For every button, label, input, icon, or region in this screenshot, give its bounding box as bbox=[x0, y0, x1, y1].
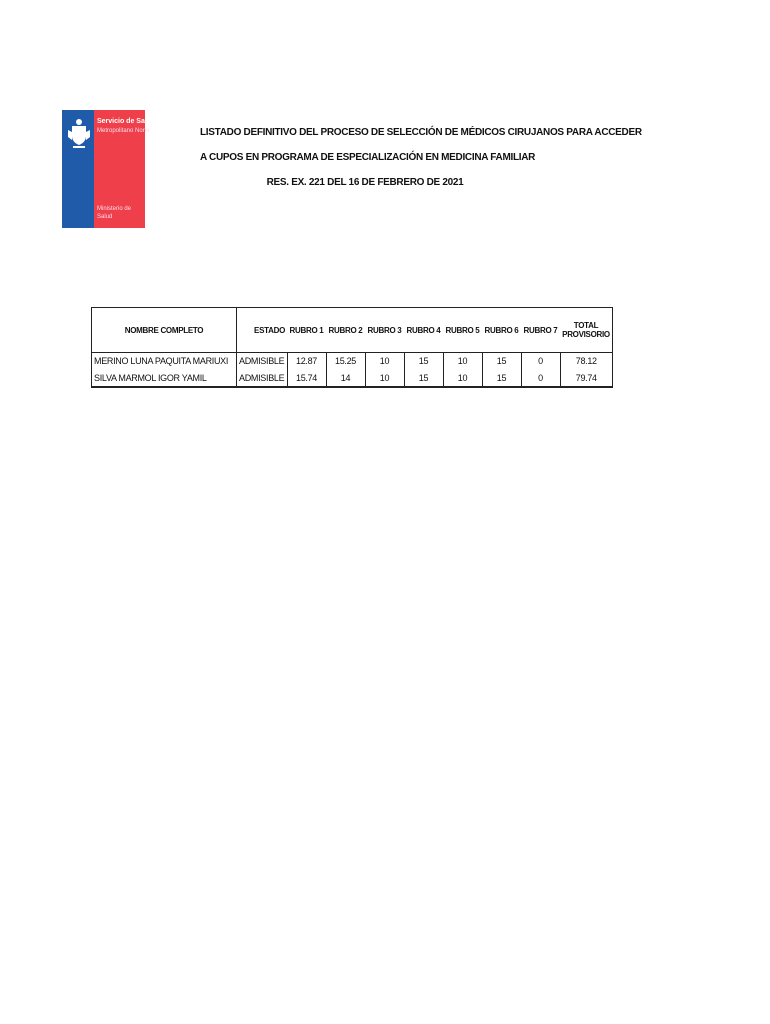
cell-rubro6: 15 bbox=[482, 353, 521, 370]
logo-title: Servicio de Salud bbox=[97, 118, 156, 125]
cell-estado: ADMISIBLE bbox=[237, 370, 288, 387]
logo-subtitle: Metropolitano Norte bbox=[97, 128, 150, 134]
cell-rubro7: 0 bbox=[521, 353, 560, 370]
logo-red-band bbox=[94, 110, 156, 228]
header-rubro2: RUBRO 2 bbox=[328, 325, 363, 335]
heading-line-2: A CUPOS EN PROGRAMA DE ESPECIALIZACIÓN EN MEDICINA FAMILIAR bbox=[200, 152, 536, 163]
cell-rubro5: 10 bbox=[443, 370, 482, 387]
table-row bbox=[92, 370, 613, 387]
cell-total: 79.74 bbox=[560, 370, 613, 387]
cell-rubro2: 15.25 bbox=[326, 353, 365, 370]
header-rubro3: RUBRO 3 bbox=[367, 325, 402, 335]
cell-rubro2: 14 bbox=[326, 370, 365, 387]
cell-rubro1: 12.87 bbox=[287, 353, 326, 370]
header-rubro4: RUBRO 4 bbox=[406, 325, 441, 335]
cell-rubro4: 15 bbox=[404, 353, 443, 370]
cell-rubro1: 15.74 bbox=[287, 370, 326, 387]
ministry-logo bbox=[62, 110, 156, 228]
cell-nombre: MERINO LUNA PAQUITA MARIUXI bbox=[92, 353, 237, 370]
document-heading bbox=[200, 120, 642, 195]
header-estado: ESTADO bbox=[254, 325, 285, 335]
header-rubro6: RUBRO 6 bbox=[484, 325, 519, 335]
cell-rubro6: 15 bbox=[482, 370, 521, 387]
logo-ministry: Ministerio de Salud bbox=[97, 206, 132, 220]
logo-blue-band bbox=[62, 110, 94, 228]
header-rubro7: RUBRO 7 bbox=[523, 325, 558, 335]
header-rubro5: RUBRO 5 bbox=[445, 325, 480, 335]
header-total-line1: TOTAL bbox=[573, 321, 599, 330]
table-header-row bbox=[92, 308, 613, 353]
header-nombre: NOMBRE COMPLETO bbox=[92, 308, 237, 353]
header-rubro1: RUBRO 1 bbox=[289, 325, 324, 335]
results-table bbox=[91, 307, 613, 388]
cell-rubro3: 10 bbox=[365, 370, 404, 387]
cell-rubro7: 0 bbox=[521, 370, 560, 387]
cell-total: 78.12 bbox=[560, 353, 613, 370]
header-total-line2: PROVISORIO bbox=[562, 330, 610, 339]
cell-rubro4: 15 bbox=[404, 370, 443, 387]
header-total bbox=[560, 308, 613, 353]
cell-rubro3: 10 bbox=[365, 353, 404, 370]
coat-of-arms-icon bbox=[65, 116, 93, 150]
heading-line-3: RES. EX. 221 DEL 16 DE FEBRERO DE 2021 bbox=[266, 177, 464, 188]
cell-nombre: SILVA MARMOL IGOR YAMIL bbox=[92, 370, 237, 387]
table-row bbox=[92, 353, 613, 370]
heading-line-1: LISTADO DEFINITIVO DEL PROCESO DE SELECCIÓN DE MÉDICOS CIRUJANOS PARA ACCEDER bbox=[200, 127, 642, 138]
cell-estado: ADMISIBLE bbox=[237, 353, 288, 370]
cell-rubro5: 10 bbox=[443, 353, 482, 370]
